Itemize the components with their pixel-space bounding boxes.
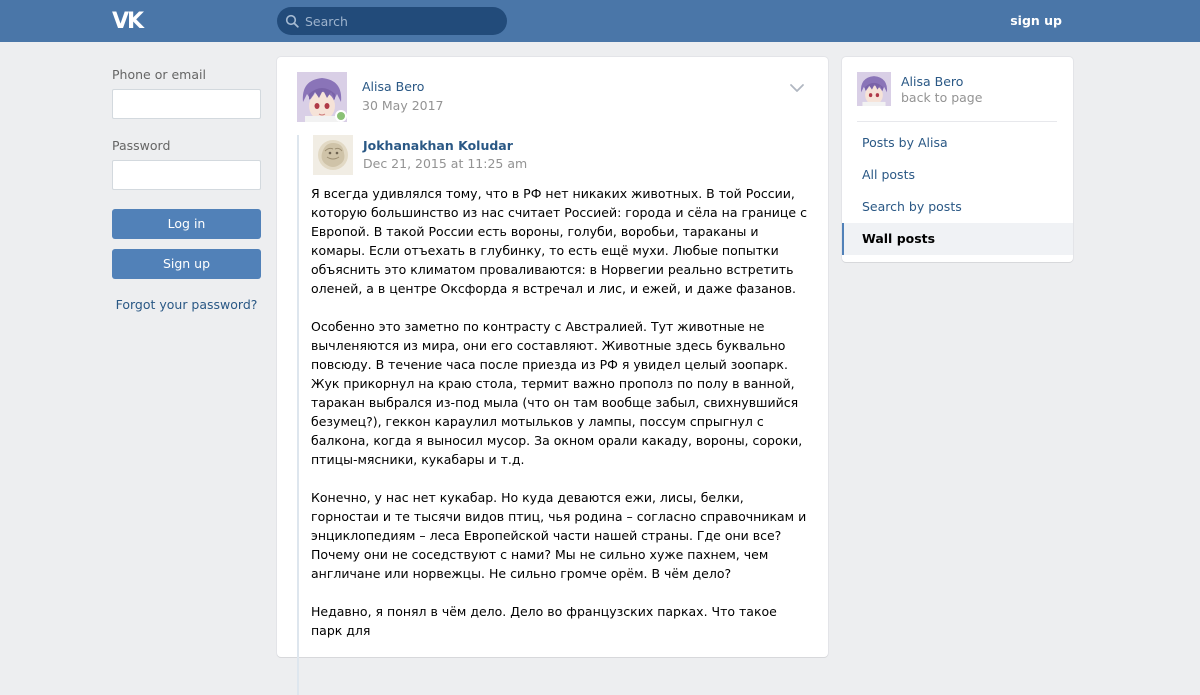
post-paragraph: Я всегда удивлялся тому, что в РФ нет никаких животных. В той России, которую большинство из нас считает Россией: города и сёла на границе с Европой. В такой России есть вороны, голуби, воробьи, тараканы и комары. Если отъехать в глубинку, то есть ещё мухи. Любые попытки объяснить это климатом проваливаются: в Норвегии реально встретить оленей, а в центре Оксфорда я встречал и лис, и ежей, и даже фазанов. — [311, 186, 807, 296]
post-text — [311, 184, 809, 659]
post-paragraph: Недавно, я понял в чём дело. Дело во французских парках. Что такое парк для — [311, 604, 777, 638]
sidebar-menu — [842, 127, 1073, 255]
vk-logo-text: VK — [112, 9, 143, 34]
sidebar-name-link[interactable]: Alisa Bero — [901, 74, 964, 89]
post-author-link[interactable]: Alisa Bero — [362, 79, 425, 94]
divider — [857, 121, 1057, 122]
repost-author-avatar[interactable] — [313, 135, 353, 175]
vk-logo-icon[interactable] — [112, 9, 146, 34]
online-status-indicator — [335, 110, 347, 122]
login-button[interactable]: Log in — [112, 209, 261, 239]
back-to-page-link[interactable]: back to page — [901, 90, 983, 105]
login-form — [112, 67, 261, 312]
repost-author-link[interactable]: Jokhanakhan Koludar — [363, 138, 513, 153]
signup-button[interactable]: Sign up — [112, 249, 261, 279]
post-paragraph: Конечно, у нас нет кукабар. Но куда деваются ежи, лисы, белки, горностаи и те тысячи видов птиц, чья родина – согласно справочникам и энциклопедиям – леса Европейской части нашей страны. Где они все? Почему они не соседствуют с нами? Мы не сильно хуже пахнем, чем англичане или норвежцы. Не сильно громче орём. В чём дело? — [311, 490, 807, 581]
password-field[interactable] — [112, 160, 261, 190]
forgot-password-link[interactable]: Forgot your password? — [115, 297, 258, 312]
search-icon — [285, 14, 299, 28]
sidebar-item-wall-posts[interactable]: Wall posts — [842, 223, 1073, 255]
post-paragraph: Особенно это заметно по контрасту с Австралией. Тут животные не вычленяются из мира, они его составляют. Животные здесь буквально повсюду. В течение часа после приезда из РФ я увидел целый зоопарк. Жук прикорнул на краю стола, термит важно прополз по полу в ванной, таракан выбрался из-под мыла (что он там вообще забыл, свихнувшийся безумец?), геккон караулил мотыльков у лампы, поссум спрыгнул с балкона, когда я выносил мусор. За окном орали какаду, вороны, сороки, птицы-мясники, кукабары и т.д. — [311, 319, 803, 467]
sidebar-item-posts-by-alisa[interactable]: Posts by Alisa — [862, 135, 948, 150]
phone-label: Phone or email — [112, 67, 206, 82]
password-label: Password — [112, 138, 171, 153]
sidebar-avatar[interactable] — [857, 72, 891, 106]
phone-email-field[interactable] — [112, 89, 261, 119]
sidebar-item-search-by-posts[interactable]: Search by posts — [862, 199, 962, 214]
wall-post — [277, 57, 828, 657]
sidebar-item-all-posts[interactable]: All posts — [862, 167, 915, 182]
repost-block — [297, 135, 809, 695]
top-header — [0, 0, 1200, 42]
search-input[interactable] — [305, 7, 500, 35]
header-signup-link[interactable]: sign up — [1010, 13, 1062, 28]
search-box[interactable] — [277, 7, 507, 35]
post-date[interactable]: 30 May 2017 — [362, 98, 444, 113]
chevron-down-icon[interactable] — [790, 83, 804, 93]
repost-date[interactable]: Dec 21, 2015 at 11:25 am — [363, 156, 528, 171]
page-nav-card — [842, 57, 1073, 262]
